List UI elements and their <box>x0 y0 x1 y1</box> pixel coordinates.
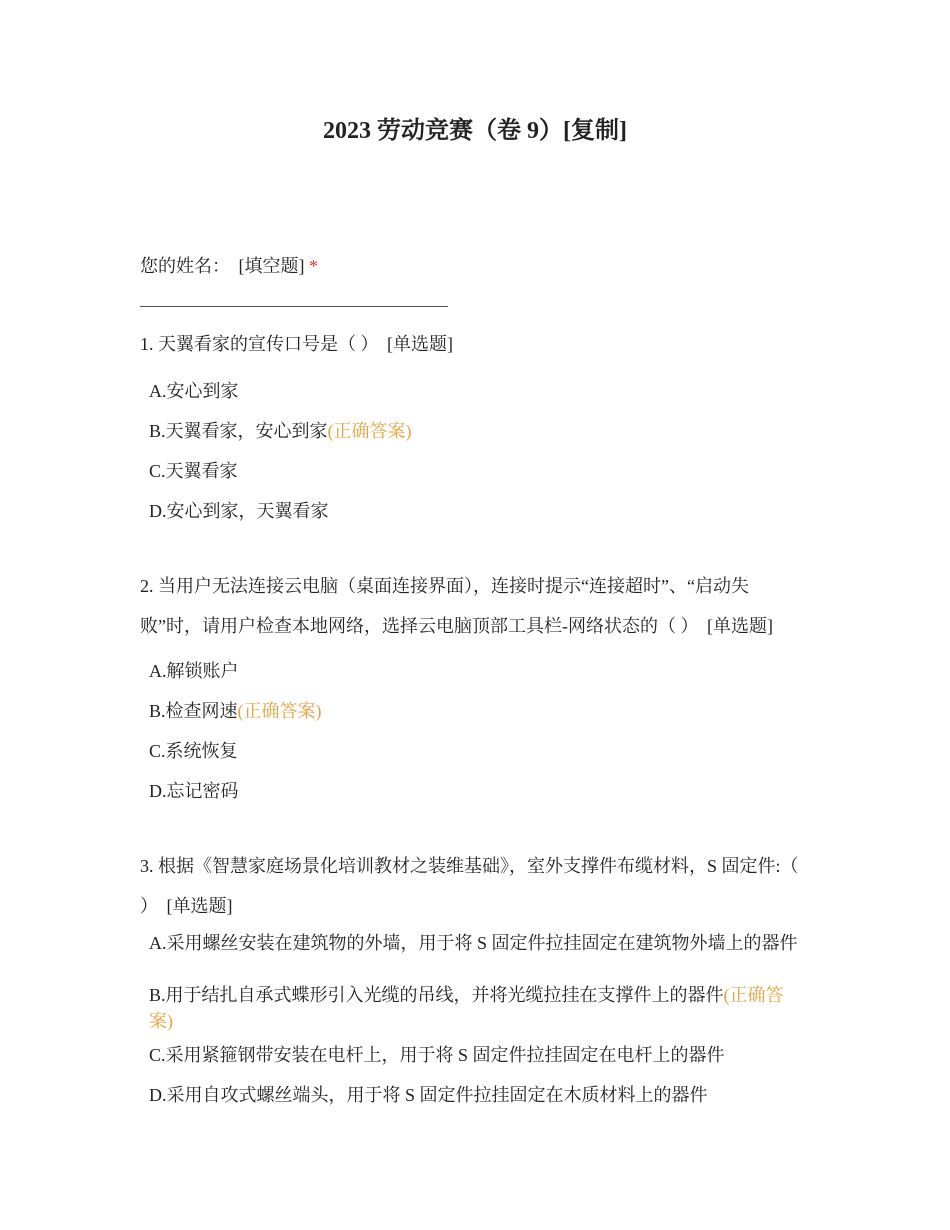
option-text: B.检查网速 <box>149 701 238 721</box>
option-text: D.采用自攻式螺丝端头，用于将 S 固定件拉挂固定在木质材料上的器件 <box>149 1085 708 1105</box>
option-3c[interactable] <box>149 1042 804 1068</box>
question-1 <box>140 324 800 364</box>
correct-answer-marker: (正确答案) <box>237 701 322 721</box>
page-title: 2023 劳动竞赛（卷 9）[复制] <box>323 118 627 144</box>
question-2 <box>140 566 800 646</box>
option-2a[interactable] <box>149 658 804 684</box>
correct-answer-marker: (正确答案) <box>327 421 412 441</box>
required-mark: * <box>309 256 318 276</box>
question-text: 1. 天翼看家的宣传口号是（ ） <box>140 334 379 354</box>
option-2d[interactable] <box>149 778 804 804</box>
question-type: [单选题] <box>166 896 233 916</box>
option-3d[interactable] <box>149 1082 804 1108</box>
option-text: A.采用螺丝安装在建筑物的外墙，用于将 S 固定件拉挂固定在建筑物外墙上的器件 <box>149 933 798 953</box>
correct-answer-marker: (正确答案) <box>149 985 784 1031</box>
name-question-label: 您的姓名： <box>140 256 230 276</box>
question-3 <box>140 846 800 926</box>
option-text: A.安心到家 <box>149 381 239 401</box>
question-type: [单选题] <box>387 334 453 354</box>
option-text: C.天翼看家 <box>149 461 238 481</box>
option-text: D.忘记密码 <box>149 781 239 801</box>
name-answer-line[interactable] <box>140 306 448 307</box>
question-text: 3. 根据《智慧家庭场景化培训教材之装维基础》，室外支撑件布缆材料，S 固定件:（ ） <box>140 856 799 916</box>
option-text: B.天翼看家，安心到家 <box>149 421 328 441</box>
question-type: [单选题] <box>706 616 773 636</box>
question-text: 2. 当用户无法连接云电脑（桌面连接界面），连接时提示“连接超时”、“启动失败”时，请用户检查本地网络，选择云电脑顶部工具栏-网络状态的（ ） <box>140 576 749 636</box>
option-text: C.系统恢复 <box>149 741 238 761</box>
option-text: C.采用紧箍钢带安装在电杆上，用于将 S 固定件拉挂固定在电杆上的器件 <box>149 1045 725 1065</box>
option-2b[interactable] <box>149 698 804 724</box>
option-1b[interactable] <box>149 418 804 444</box>
option-3a[interactable] <box>149 930 804 956</box>
name-question-type: [填空题] <box>238 256 305 276</box>
option-1a[interactable] <box>149 378 804 404</box>
option-2c[interactable] <box>149 738 804 764</box>
option-text: A.解锁账户 <box>149 661 239 681</box>
option-text: D.安心到家，天翼看家 <box>149 501 329 521</box>
option-text: B.用于结扎自承式蝶形引入光缆的吊线，并将光缆拉挂在支撑件上的器件 <box>149 985 724 1005</box>
option-1c[interactable] <box>149 458 804 484</box>
name-question <box>140 252 318 278</box>
option-1d[interactable] <box>149 498 804 524</box>
option-3b[interactable] <box>149 982 804 1034</box>
